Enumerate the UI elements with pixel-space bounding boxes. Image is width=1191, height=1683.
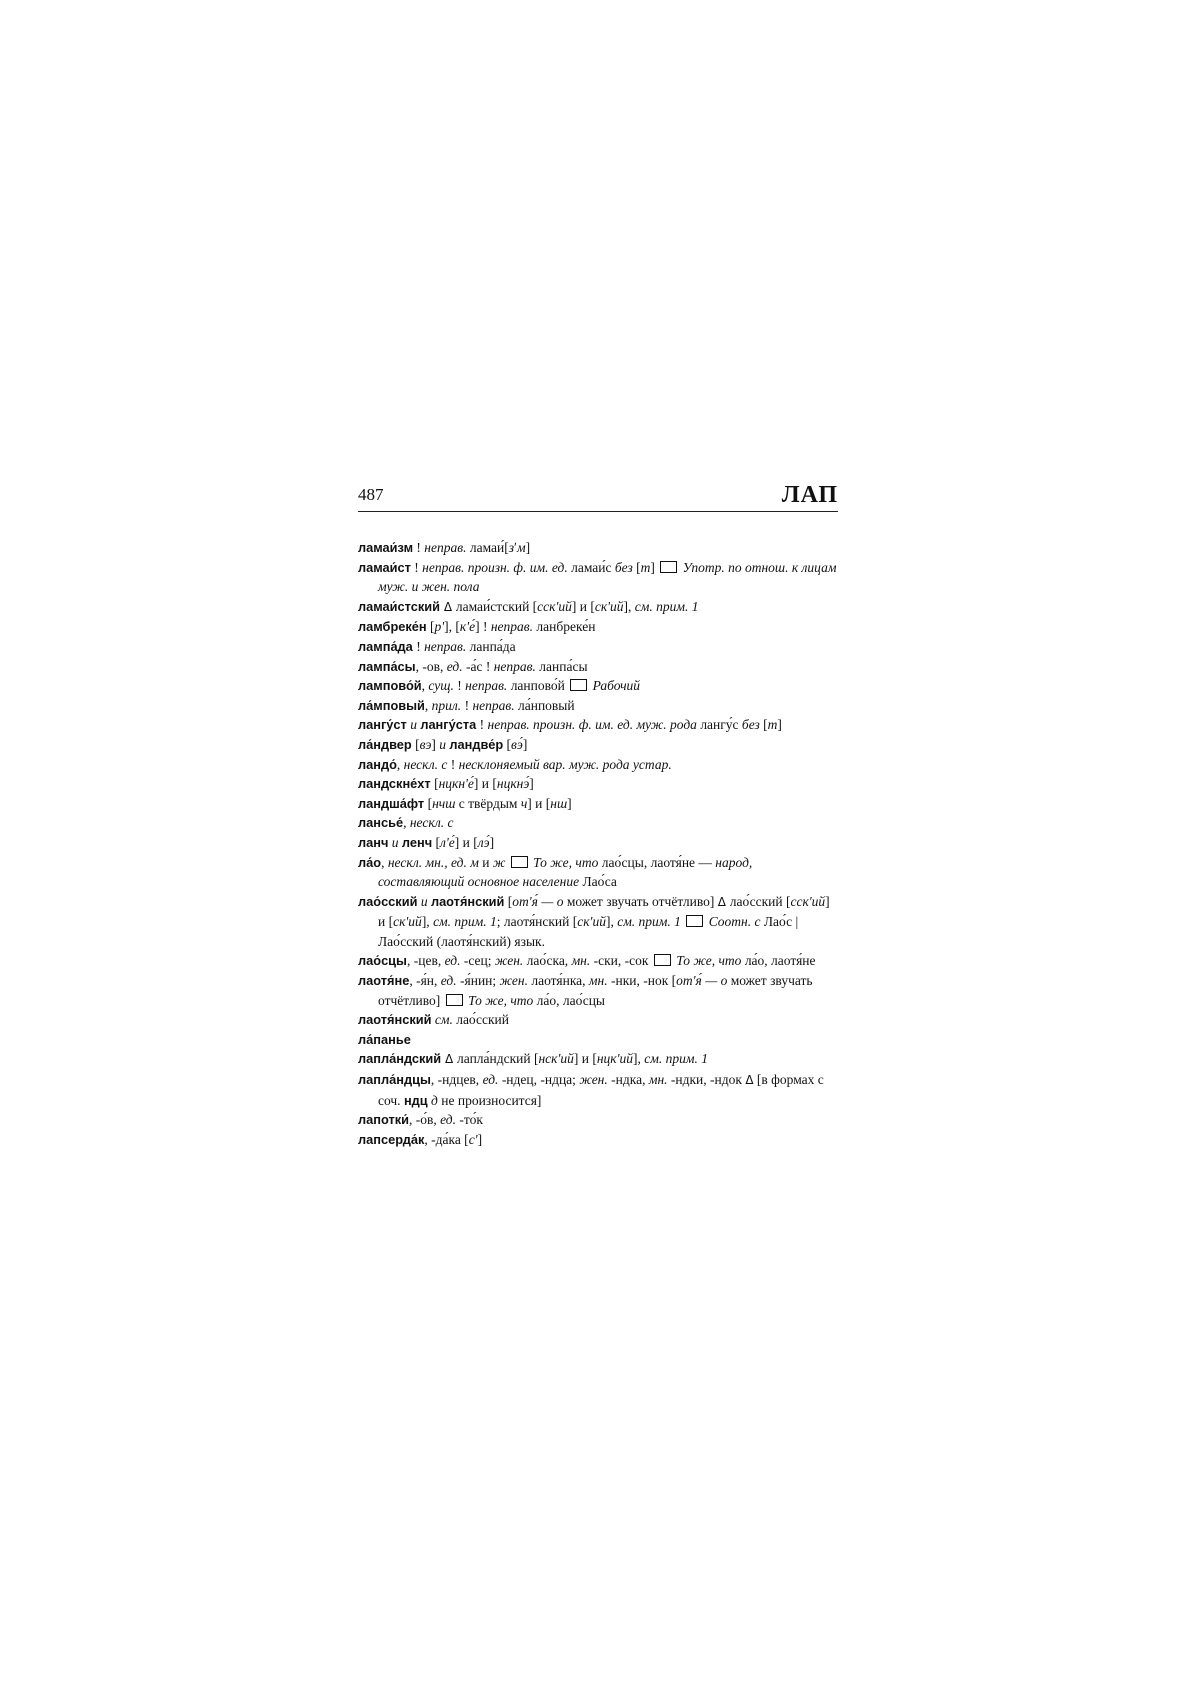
- square-box-icon: [511, 856, 528, 868]
- entry-text: лао́сский: [452, 1012, 510, 1028]
- entry-laostsy: [358, 951, 838, 971]
- running-head: ЛАП: [781, 482, 838, 508]
- entry-lampovoi: [358, 676, 838, 696]
- label-italic: т: [767, 717, 778, 733]
- entry-text: ; лаотя́нский [: [496, 914, 578, 930]
- entry-text: ]: [489, 834, 495, 850]
- entry-langust: [358, 715, 838, 735]
- entry-text: ,: [403, 815, 410, 831]
- headword: ландскне́хт: [358, 776, 431, 792]
- entry-text: ʹ: [514, 540, 517, 555]
- entry-text: ,: [421, 678, 429, 694]
- entry-text: [: [432, 834, 441, 850]
- label-italic: сущ.: [428, 678, 454, 694]
- label-italic: сск'ий: [790, 893, 826, 909]
- entry-text: , -о́в,: [409, 1112, 441, 1128]
- entry-text: [: [426, 619, 435, 635]
- entry-text: , -я́н,: [409, 973, 441, 989]
- label-italic: несклоняемый вар. муж. рода устар.: [458, 756, 672, 772]
- entry-text: ],: [623, 598, 635, 614]
- label-italic: нш: [550, 795, 568, 811]
- label-italic: нцк'ий: [596, 1051, 634, 1067]
- headword: лангу́ста: [420, 717, 477, 733]
- label-italic: жен.: [494, 953, 524, 969]
- label-italic: мн.: [648, 1072, 668, 1088]
- entry-landshaft: [358, 794, 838, 814]
- label-italic: мн.: [571, 953, 591, 969]
- headword: ландша́фт: [358, 795, 425, 811]
- entry-text: -то́к: [456, 1112, 483, 1128]
- headword: лапла́ндский: [358, 1051, 442, 1067]
- label-italic: Употр. по отнош. к лицам муж. и жен. пола: [378, 559, 837, 595]
- headword: лапла́ндцы: [358, 1072, 431, 1088]
- dictionary-page: [358, 475, 838, 1149]
- label-italic: жен.: [499, 973, 528, 989]
- entry-text: ] и [: [527, 795, 551, 811]
- entry-text: ] !: [475, 619, 491, 635]
- label-italic: неправ. произн. ф. им. ед. муж. рода: [487, 717, 697, 733]
- entry-laplandtsy: [358, 1070, 838, 1110]
- entry-text: -я́нин;: [456, 973, 500, 989]
- entry-text: ]: [650, 559, 659, 575]
- label-italic: м: [517, 540, 526, 555]
- entry-lambreken: [358, 617, 838, 637]
- entry-text: ] и [: [454, 834, 478, 850]
- label-italic: неправ.: [472, 697, 515, 713]
- label-italic: з: [508, 540, 515, 555]
- entry-lapotki: [358, 1110, 838, 1130]
- header-rule: [358, 511, 838, 512]
- label-italic: и: [388, 834, 402, 850]
- entry-text: -а́с !: [462, 658, 494, 674]
- entry-text: ]: [529, 776, 534, 792]
- entry-text: !: [413, 540, 425, 555]
- label-italic: р': [434, 619, 445, 635]
- label-italic: нчш: [432, 795, 456, 811]
- entry-text: [: [411, 736, 420, 752]
- label-italic: см. прим. 1: [634, 598, 699, 614]
- entry-text: лао́ска,: [523, 953, 572, 969]
- headword: лампа́да: [358, 638, 413, 654]
- label-italic: ск'ий: [393, 914, 422, 930]
- entry-text: ]: [431, 736, 440, 752]
- headword: ламаи́зм: [358, 540, 414, 555]
- entry-text: -ндки, -ндок: [667, 1072, 746, 1088]
- entry-text: !: [410, 559, 423, 575]
- entry-text: [: [632, 559, 641, 575]
- label-italic: к'е́: [459, 619, 476, 635]
- page-number: 487: [358, 485, 384, 504]
- label-italic: д: [431, 1092, 438, 1108]
- delta-triangle-icon: Δ: [440, 599, 456, 614]
- label-italic: см. прим. 1: [644, 1051, 708, 1067]
- label-italic: без: [614, 559, 633, 575]
- entry-text: ла́о, лао́сцы: [533, 992, 605, 1008]
- label-italic: ж: [492, 854, 506, 870]
- label-italic: вэ́: [511, 736, 523, 752]
- label-italic: мн.: [588, 973, 608, 989]
- headword: лапсерда́к: [358, 1131, 425, 1147]
- entry-text: , -ов,: [415, 658, 447, 674]
- label-italic: нск'ий: [538, 1051, 574, 1067]
- delta-triangle-icon: Δ: [717, 894, 730, 909]
- entry-landsknekht: [358, 774, 838, 794]
- entry-lamaistsky: [358, 597, 838, 618]
- entry-text: лао́сцы, лаотя́не —: [598, 854, 716, 870]
- entry-text: -ндец, -ндца;: [498, 1072, 580, 1088]
- square-box-icon: [446, 994, 463, 1006]
- entry-text: [: [504, 893, 513, 909]
- entry-text: и: [478, 854, 493, 870]
- entry-text: лангу́с: [696, 717, 742, 733]
- entry-text: может звучать отчётливо]: [378, 973, 813, 1008]
- label-italic: народ, составляющий основное население: [378, 854, 753, 890]
- entry-laossky: [358, 892, 838, 952]
- entry-text: !: [461, 697, 473, 713]
- headword: лампа́сы: [358, 658, 416, 674]
- headword: ланч: [358, 834, 389, 850]
- entry-text: -ски, -сок: [590, 953, 652, 969]
- page-header: [358, 475, 838, 509]
- entry-text: [: [759, 717, 768, 733]
- headword: ла́панье: [358, 1031, 411, 1047]
- entry-text: [: [424, 795, 433, 811]
- headword: ла́мповый: [358, 697, 425, 713]
- entry-text: !: [476, 717, 488, 733]
- entry-text: [: [430, 776, 439, 792]
- headword: лао́сцы: [358, 953, 407, 969]
- label-italic: неправ. произн. ф. им. ед.: [422, 559, 568, 575]
- label-italic: неправ.: [490, 619, 534, 635]
- entry-lamaizm: [358, 538, 838, 558]
- label-italic: Рабочий: [589, 678, 641, 694]
- headword: ленч: [401, 834, 433, 850]
- entry-lansie: [358, 813, 838, 833]
- entry-text: ] и [: [573, 1051, 597, 1067]
- entry-lao: [358, 853, 838, 892]
- label-italic: ск'ий: [577, 914, 606, 930]
- entry-text: , -ндцев,: [430, 1072, 483, 1088]
- headword: лаотя́не: [358, 973, 410, 989]
- label-italic: ч: [520, 795, 528, 811]
- entry-text: ]: [522, 736, 528, 752]
- label-italic: см. прим. 1: [433, 914, 497, 930]
- entry-text: ламаи́[: [466, 540, 509, 555]
- headword: ламбреке́н: [358, 619, 427, 635]
- headword: лаотя́нский: [358, 1012, 432, 1028]
- entry-laplandsky: [358, 1049, 838, 1070]
- label-italic: ед.: [444, 953, 461, 969]
- headword: лампово́й: [358, 678, 422, 694]
- label-italic: нескл. с: [409, 815, 454, 831]
- label-italic: от'я́ — о: [512, 893, 564, 909]
- entry-lampada: [358, 637, 838, 657]
- label-italic: Соотн. с: [705, 914, 761, 930]
- entry-text: Лао́с | Лао́сский (лаотя́нский) язык.: [378, 914, 799, 949]
- label-italic: с': [468, 1131, 478, 1147]
- entry-text: не произносится]: [437, 1092, 542, 1108]
- headword: лао́сский: [358, 893, 418, 909]
- label-italic: ед.: [482, 1072, 499, 1088]
- entry-text: ланпа́да: [466, 638, 516, 654]
- label-italic: без: [741, 717, 760, 733]
- label-italic: нескл. с: [403, 756, 448, 772]
- entry-text: ,: [381, 854, 388, 870]
- entry-laotyansky: [358, 1010, 838, 1030]
- label-italic: нескл. мн., ед. м: [387, 854, 479, 870]
- headword: ла́о: [358, 854, 382, 870]
- entry-text: ]: [777, 717, 782, 733]
- entry-text: ],: [421, 914, 434, 930]
- entry-text: ланпа́сы: [535, 658, 588, 674]
- entry-text: ], [: [444, 619, 460, 635]
- entry-lapserdak: [358, 1130, 838, 1150]
- headword: лангу́ст: [358, 717, 407, 733]
- label-italic: неправ.: [424, 540, 467, 555]
- entry-text: ланпово́й: [507, 678, 569, 694]
- label-italic: и: [406, 717, 421, 733]
- entry-text: ],: [633, 1051, 645, 1067]
- entry-text: [в формах с соч.: [378, 1072, 824, 1108]
- entry-text: , -цев,: [406, 953, 445, 969]
- entry-text: , -да́ка [: [424, 1131, 469, 1147]
- entry-text: ла́о, лаотя́не: [741, 953, 816, 969]
- label-italic: ск'ий: [594, 598, 624, 614]
- entry-text: лаотя́нка,: [527, 973, 589, 989]
- entry-landver: [358, 735, 838, 755]
- label-italic: см.: [431, 1012, 453, 1028]
- entry-text: [505, 855, 508, 870]
- entry-text: !: [447, 756, 459, 772]
- label-italic: лэ́: [477, 834, 490, 850]
- entry-text: ,: [424, 697, 432, 713]
- square-box-icon: [570, 679, 587, 691]
- square-box-icon: [686, 915, 703, 927]
- entry-list: [358, 538, 838, 1149]
- entry-text: ] и [: [473, 776, 497, 792]
- headword: ламаи́ст: [358, 559, 411, 575]
- entry-text: лао́сский [: [729, 893, 791, 909]
- entry-lampovyi: [358, 696, 838, 716]
- entry-text: ламаи́стский [: [455, 598, 538, 614]
- label-italic: см. прим. 1: [617, 914, 681, 930]
- label-italic: сск'ий: [537, 598, 572, 614]
- label-italic: л'е́: [440, 834, 455, 850]
- entry-text: Лао́са: [579, 874, 617, 890]
- entry-text: может звучать отчётливо]: [563, 893, 718, 909]
- label-italic: нцкнэ́: [496, 776, 530, 792]
- label-italic: от'я́ — о: [676, 973, 728, 989]
- label-italic: То же, что: [529, 854, 599, 870]
- entry-text: ] и [: [378, 893, 830, 930]
- headword: ндц: [403, 1092, 428, 1108]
- entry-text: ]: [477, 1131, 483, 1147]
- entry-lando: [358, 755, 838, 775]
- headword: ланcье́: [358, 815, 404, 831]
- headword: ла́ндвер: [358, 736, 412, 752]
- entry-text: ] и [: [571, 598, 595, 614]
- label-italic: ед.: [446, 658, 463, 674]
- label-italic: и: [439, 736, 447, 752]
- label-italic: неправ.: [424, 638, 467, 654]
- entry-text: !: [412, 638, 425, 654]
- entry-laotyane: [358, 971, 838, 1010]
- entry-text: ланбреке́н: [533, 619, 596, 635]
- entry-lapanie: [358, 1030, 838, 1050]
- entry-text: ]: [525, 540, 531, 555]
- label-italic: ед.: [440, 973, 457, 989]
- label-italic: неправ.: [465, 678, 508, 694]
- entry-text: ла́нповый: [514, 697, 575, 713]
- entry-text: !: [453, 678, 466, 694]
- entry-text: -нки, -нок [: [607, 973, 677, 989]
- label-italic: и: [417, 893, 431, 909]
- label-italic: нцкн'е́: [438, 776, 474, 792]
- entry-text: -ндка,: [607, 1072, 649, 1088]
- label-italic: То же, что: [464, 992, 534, 1008]
- entry-text: [681, 914, 684, 929]
- entry-text: ламаи́с: [567, 559, 615, 575]
- headword: ландо́: [358, 756, 397, 772]
- delta-triangle-icon: Δ: [441, 1052, 458, 1067]
- headword: ламаи́стский: [358, 598, 440, 614]
- entry-text: -сец;: [460, 953, 495, 969]
- headword: ландве́р: [449, 736, 504, 752]
- square-box-icon: [654, 954, 671, 966]
- label-italic: вэ: [419, 736, 432, 752]
- entry-text: лапла́ндский [: [457, 1051, 539, 1067]
- entry-text: [: [503, 736, 512, 752]
- label-italic: т: [640, 559, 651, 575]
- entry-text: с твёрдым: [455, 795, 521, 811]
- entry-lampasy: [358, 657, 838, 677]
- label-italic: неправ.: [493, 658, 536, 674]
- entry-text: ]: [567, 795, 572, 811]
- entry-text: ],: [605, 914, 618, 930]
- square-box-icon: [660, 561, 677, 573]
- label-italic: жен.: [579, 1072, 608, 1088]
- label-italic: ед.: [440, 1112, 457, 1128]
- headword: лапотки́: [358, 1112, 410, 1128]
- entry-text: ,: [396, 756, 404, 772]
- entry-lamaist: [358, 558, 838, 597]
- label-italic: прил.: [431, 697, 462, 713]
- headword: лаотя́нский: [430, 893, 505, 909]
- label-italic: То же, что: [672, 953, 742, 969]
- entry-lanch: [358, 833, 838, 853]
- delta-triangle-icon: Δ: [745, 1073, 754, 1088]
